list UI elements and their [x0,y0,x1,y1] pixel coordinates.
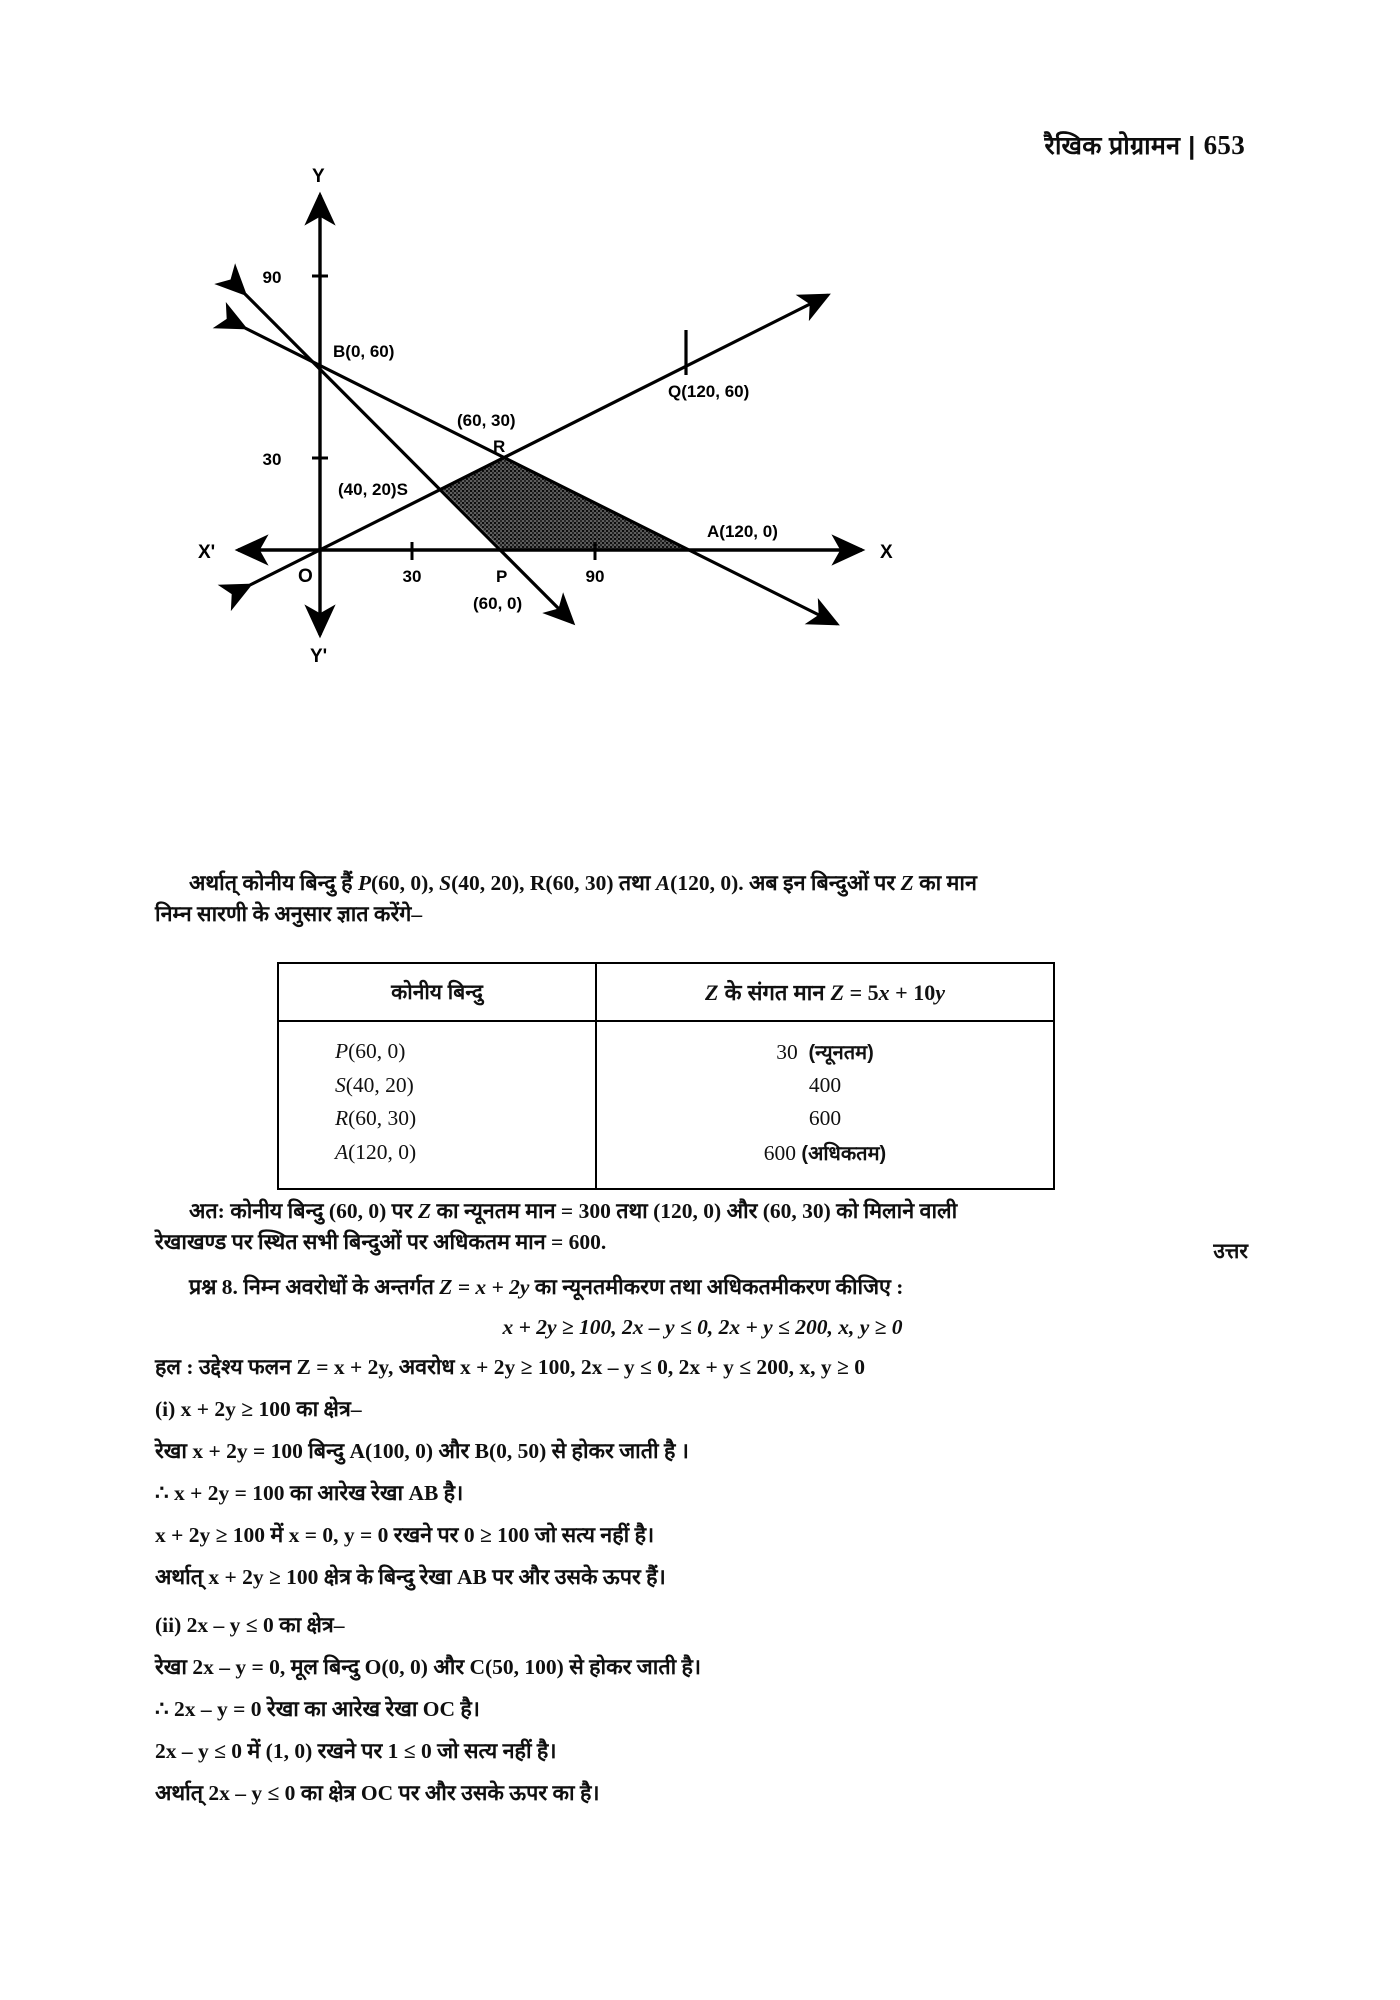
x-tick-label-30: 30 [402,567,422,586]
header-x: x [878,980,890,1005]
table-header-row [278,963,1054,1021]
point-label-B: B(0, 60) [333,342,395,361]
header-z1: Z [705,980,719,1005]
row-note-3: (अधिकतम) [801,1143,887,1165]
row-letter-0: P [335,1039,349,1063]
row-letter-1: S [335,1073,346,1097]
conclusion-lead: अत: कोनीय बिन्दु (60, 0) पर [189,1199,418,1223]
row-value-cell-0 [596,1021,1054,1069]
point-label-S: (40, 20)S [338,480,408,499]
solution-hal: हल : उद्देश्य फलन Z = x + 2y, अवरोध x + 2y ≥ 100, 2x – y ≤ 0, 2x + y ≤ 200, x, y ≥ 0 [155,1355,865,1379]
line-BA [245,328,837,624]
paragraph-conclusion [155,1196,1250,1257]
table-intro-line: निम्न सारणी के अनुसार ज्ञात करेंगे– [155,901,423,926]
table-header-corner-point: कोनीय बिन्दु [278,963,596,1021]
axis-label-origin: O [298,566,313,587]
row-coords-1: (40, 20) [345,1073,414,1097]
answer-tag: उत्तर [1213,1240,1248,1263]
solution-step-ii-line4 [155,1778,1250,1809]
header-mid: के संगत मान [718,980,831,1005]
question-8-constraints [155,1312,1250,1343]
step-ii-l2-text: ∴ 2x – y = 0 रेखा का आरेख रेखा OC है। [155,1697,480,1721]
question-8-pre: निम्न अवरोधों के अन्तर्गत [237,1275,440,1299]
constraints-text: x + 2y ≥ 100, 2x – y ≤ 0, 2x + y ≤ 200, x, y ≥ 0 [502,1315,903,1339]
y-tick-label-90: 90 [262,268,282,287]
table-row [278,1102,1054,1135]
solution-step-i-line1 [155,1436,1250,1467]
corner-point-value-table [277,962,1055,1190]
row-value-cell-2 [596,1102,1054,1135]
point-A-letter: A [655,871,671,895]
x-tick-label-90: 90 [585,567,605,586]
row-value-0: 30 [776,1040,798,1064]
point-label-A: A(120, 0) [707,522,778,541]
row-note-0: (न्यूनतम) [808,1042,874,1064]
solution-step-ii-line3 [155,1736,1250,1767]
step-i-heading-text: (i) x + 2y ≥ 100 का क्षेत्र– [155,1397,362,1421]
table-row [278,1069,1054,1102]
step-ii-heading-text: (ii) 2x – y ≤ 0 का क्षेत्र– [155,1613,345,1637]
z-symbol: Z [900,871,914,895]
question-8-label: प्रश्न 8. [189,1275,238,1299]
row-value-2: 600 [808,1106,842,1130]
y-tick-label-30: 30 [262,450,282,469]
row-point-0 [278,1021,596,1069]
point-label-P-coord: (60, 0) [473,594,523,613]
point-label-P: P [496,567,508,586]
solution-step-ii-line2 [155,1694,1250,1725]
point-P-coords: (60, 0), [371,871,440,895]
step-i-l2-text: ∴ x + 2y = 100 का आरेख रेखा AB है। [155,1481,464,1505]
conclusion-rest: का न्यूनतम मान = 300 तथा (120, 0) और (60, 30) को मिलाने वाली [431,1199,958,1223]
table-row [278,1021,1054,1069]
question-8-post: का न्यूनतमीकरण तथा अधिकतमीकरण कीजिए : [529,1275,904,1299]
row-coords-3: (120, 0) [348,1140,417,1164]
point-S-coords: (40, 20), [451,871,530,895]
solution-step-i-line3 [155,1520,1250,1551]
header-eq: = 5 [844,980,879,1005]
solution-step-ii-line1 [155,1652,1250,1683]
corner-points-end: का मान [913,871,977,895]
step-ii-l4-text: अर्थात् 2x – y ≤ 0 का क्षेत्र OC पर और उसके ऊपर का है। [155,1781,600,1805]
solution-step-i-line4 [155,1562,1250,1593]
conjunction-tatha: तथा [618,871,656,895]
chapter-title: रैखिक प्रोग्रामन [1044,132,1181,160]
linear-programming-graph [190,150,930,670]
row-value-3: 600 [763,1141,797,1165]
conclusion-line2: रेखाखण्ड पर स्थित सभी बिन्दुओं पर अधिकतम मान = 600. [155,1229,607,1254]
step-i-l3-text: x + 2y ≥ 100 में x = 0, y = 0 रखने पर 0 ≥ 100 जो सत्य नहीं है। [155,1523,655,1547]
paragraph-corner-points [155,868,1248,929]
row-coords-0: (60, 0) [348,1039,406,1063]
point-A-coords: (120, 0). [670,871,749,895]
conclusion-z: Z [418,1199,432,1223]
point-label-R-coord: (60, 30) [457,411,516,430]
row-letter-3: A [335,1140,349,1164]
page-number: 653 [1203,130,1245,160]
axis-label-Y-prime: Y' [310,646,328,667]
question-8-eq: = x + 2y [452,1275,530,1299]
row-letter-2: R [335,1106,349,1130]
corner-points-lead: अर्थात् कोनीय बिन्दु हैं [189,871,358,895]
step-i-l4-text: अर्थात् x + 2y ≥ 100 क्षेत्र के बिन्दु रेखा AB पर और उसके ऊपर हैं। [155,1565,666,1589]
point-R-letter: R [529,871,546,895]
solution-step-i-heading [155,1394,1250,1425]
solution-step-ii-heading [155,1610,1250,1641]
point-P-letter: P [357,871,372,895]
point-label-Q: Q(120, 60) [668,382,750,401]
row-point-3 [278,1135,596,1189]
axis-label-Y: Y [312,166,325,187]
page-header [1045,128,1246,162]
row-value-cell-3 [596,1135,1054,1189]
step-i-l1-text: रेखा x + 2y = 100 बिन्दु A(100, 0) और B(0, 50) से होकर जाती है । [155,1439,689,1463]
axis-label-X-prime: X' [198,542,216,563]
point-R-coords: (60, 30) [545,871,619,895]
header-separator: | [1188,132,1196,160]
solution-objective-line [155,1352,1250,1383]
step-ii-l3-text: 2x – y ≤ 0 में (1, 0) रखने पर 1 ≤ 0 जो सत्य नहीं है। [155,1739,557,1763]
row-coords-2: (60, 30) [348,1106,417,1130]
header-z2: Z [830,980,845,1005]
corner-points-tail: अब इन बिन्दुओं पर [748,871,901,895]
row-value-cell-1 [596,1069,1054,1102]
header-y: y [935,980,945,1005]
table-row [278,1135,1054,1189]
question-8 [155,1272,1250,1303]
header-plus: + 10 [889,980,936,1005]
row-point-1 [278,1069,596,1102]
row-point-2 [278,1102,596,1135]
point-label-R: R [493,437,506,456]
axis-label-X: X [880,542,893,563]
row-value-1: 400 [808,1073,842,1097]
point-S-letter: S [439,871,452,895]
table-header-z-value [596,963,1054,1021]
solution-step-i-line2 [155,1478,1250,1509]
question-8-z: Z [439,1275,453,1299]
step-ii-l1-text: रेखा 2x – y = 0, मूल बिन्दु O(0, 0) और C(50, 100) से होकर जाती है। [155,1655,702,1679]
